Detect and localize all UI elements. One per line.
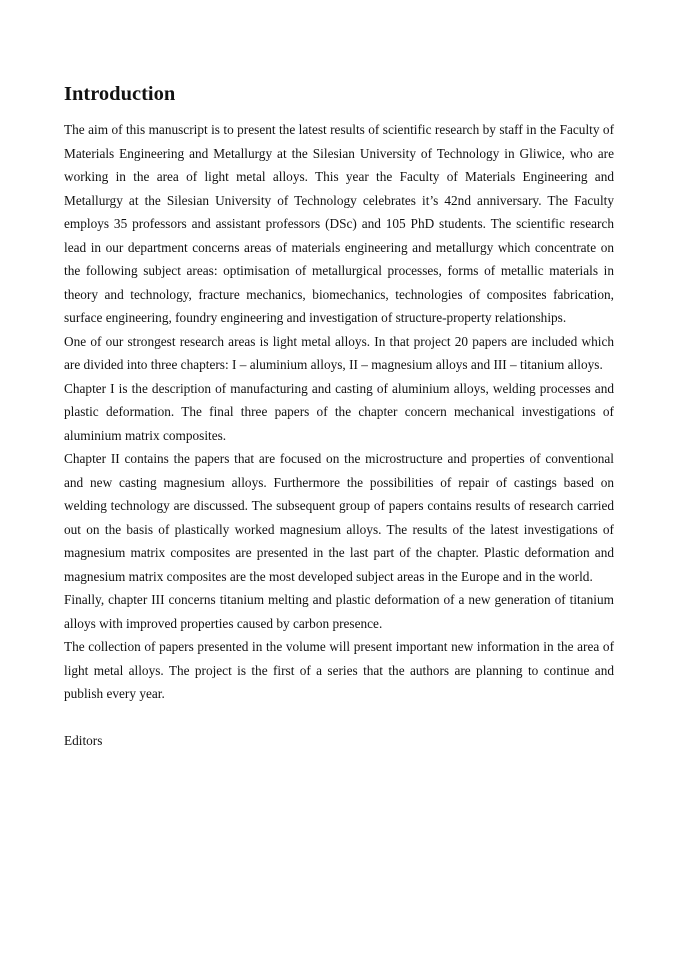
paragraph-research-areas: One of our strongest research areas is light metal alloys. In that project 20 papers are included which are divided into three chapters: I – aluminium alloys, II – magnesium alloys and III – titanium alloys.	[64, 333, 614, 372]
signature-editors: Editors	[64, 733, 103, 748]
paragraph-chapter-3: Finally, chapter III concerns titanium melting and plastic deformation of a new generation of titanium alloys with improved properties caused by carbon presence.	[64, 592, 614, 631]
paragraph-chapter-2: Chapter II contains the papers that are focused on the microstructure and properties of conventional and new casting magnesium alloys. Furthermore the possibilities of repair of castings based on welding technology are discussed. The subsequent group of papers contains results of research carried out on the basis of plastically worked magnesium alloys. The results of the latest investigations of magnesium matrix composites are presented in the last part of the chapter. Plastic deformation and magnesium matrix composites are the most developed subject areas in the Europe and in the world.	[64, 451, 614, 584]
paragraph-aim: The aim of this manuscript is to present the latest results of scientific research by staff in the Faculty of Materials Engineering and Metallurgy at the Silesian University of Technology in Gliwice, who are working in the area of light metal alloys. This year the Faculty of Materials Engineering and Metallurgy at the Silesian University of Technology celebrates it’s 42nd anniversary. The Faculty employs 35 professors and assistant professors (DSc) and 105 PhD students. The scientific research lead in our department concerns areas of materials engineering and metallurgy which concentrate on the following subject areas: optimisation of metallurgical processes, forms of metallic materials in theory and technology, fracture mechanics, biomechanics, technologies of composites fabrication, surface engineering, foundry engineering and investigation of structure-property relationships.	[64, 122, 614, 325]
paragraph-chapter-1: Chapter I is the description of manufacturing and casting of aluminium alloys, welding processes and plastic deformation. The final three papers of the chapter concern mechanical investigations of aluminium matrix composites.	[64, 380, 614, 443]
page-title: Introduction	[64, 83, 176, 105]
document-page	[64, 80, 614, 753]
paragraph-collection: The collection of papers presented in the volume will present important new information in the area of light metal alloys. The project is the first of a series that the authors are planning to continue and publish every year.	[64, 639, 614, 701]
